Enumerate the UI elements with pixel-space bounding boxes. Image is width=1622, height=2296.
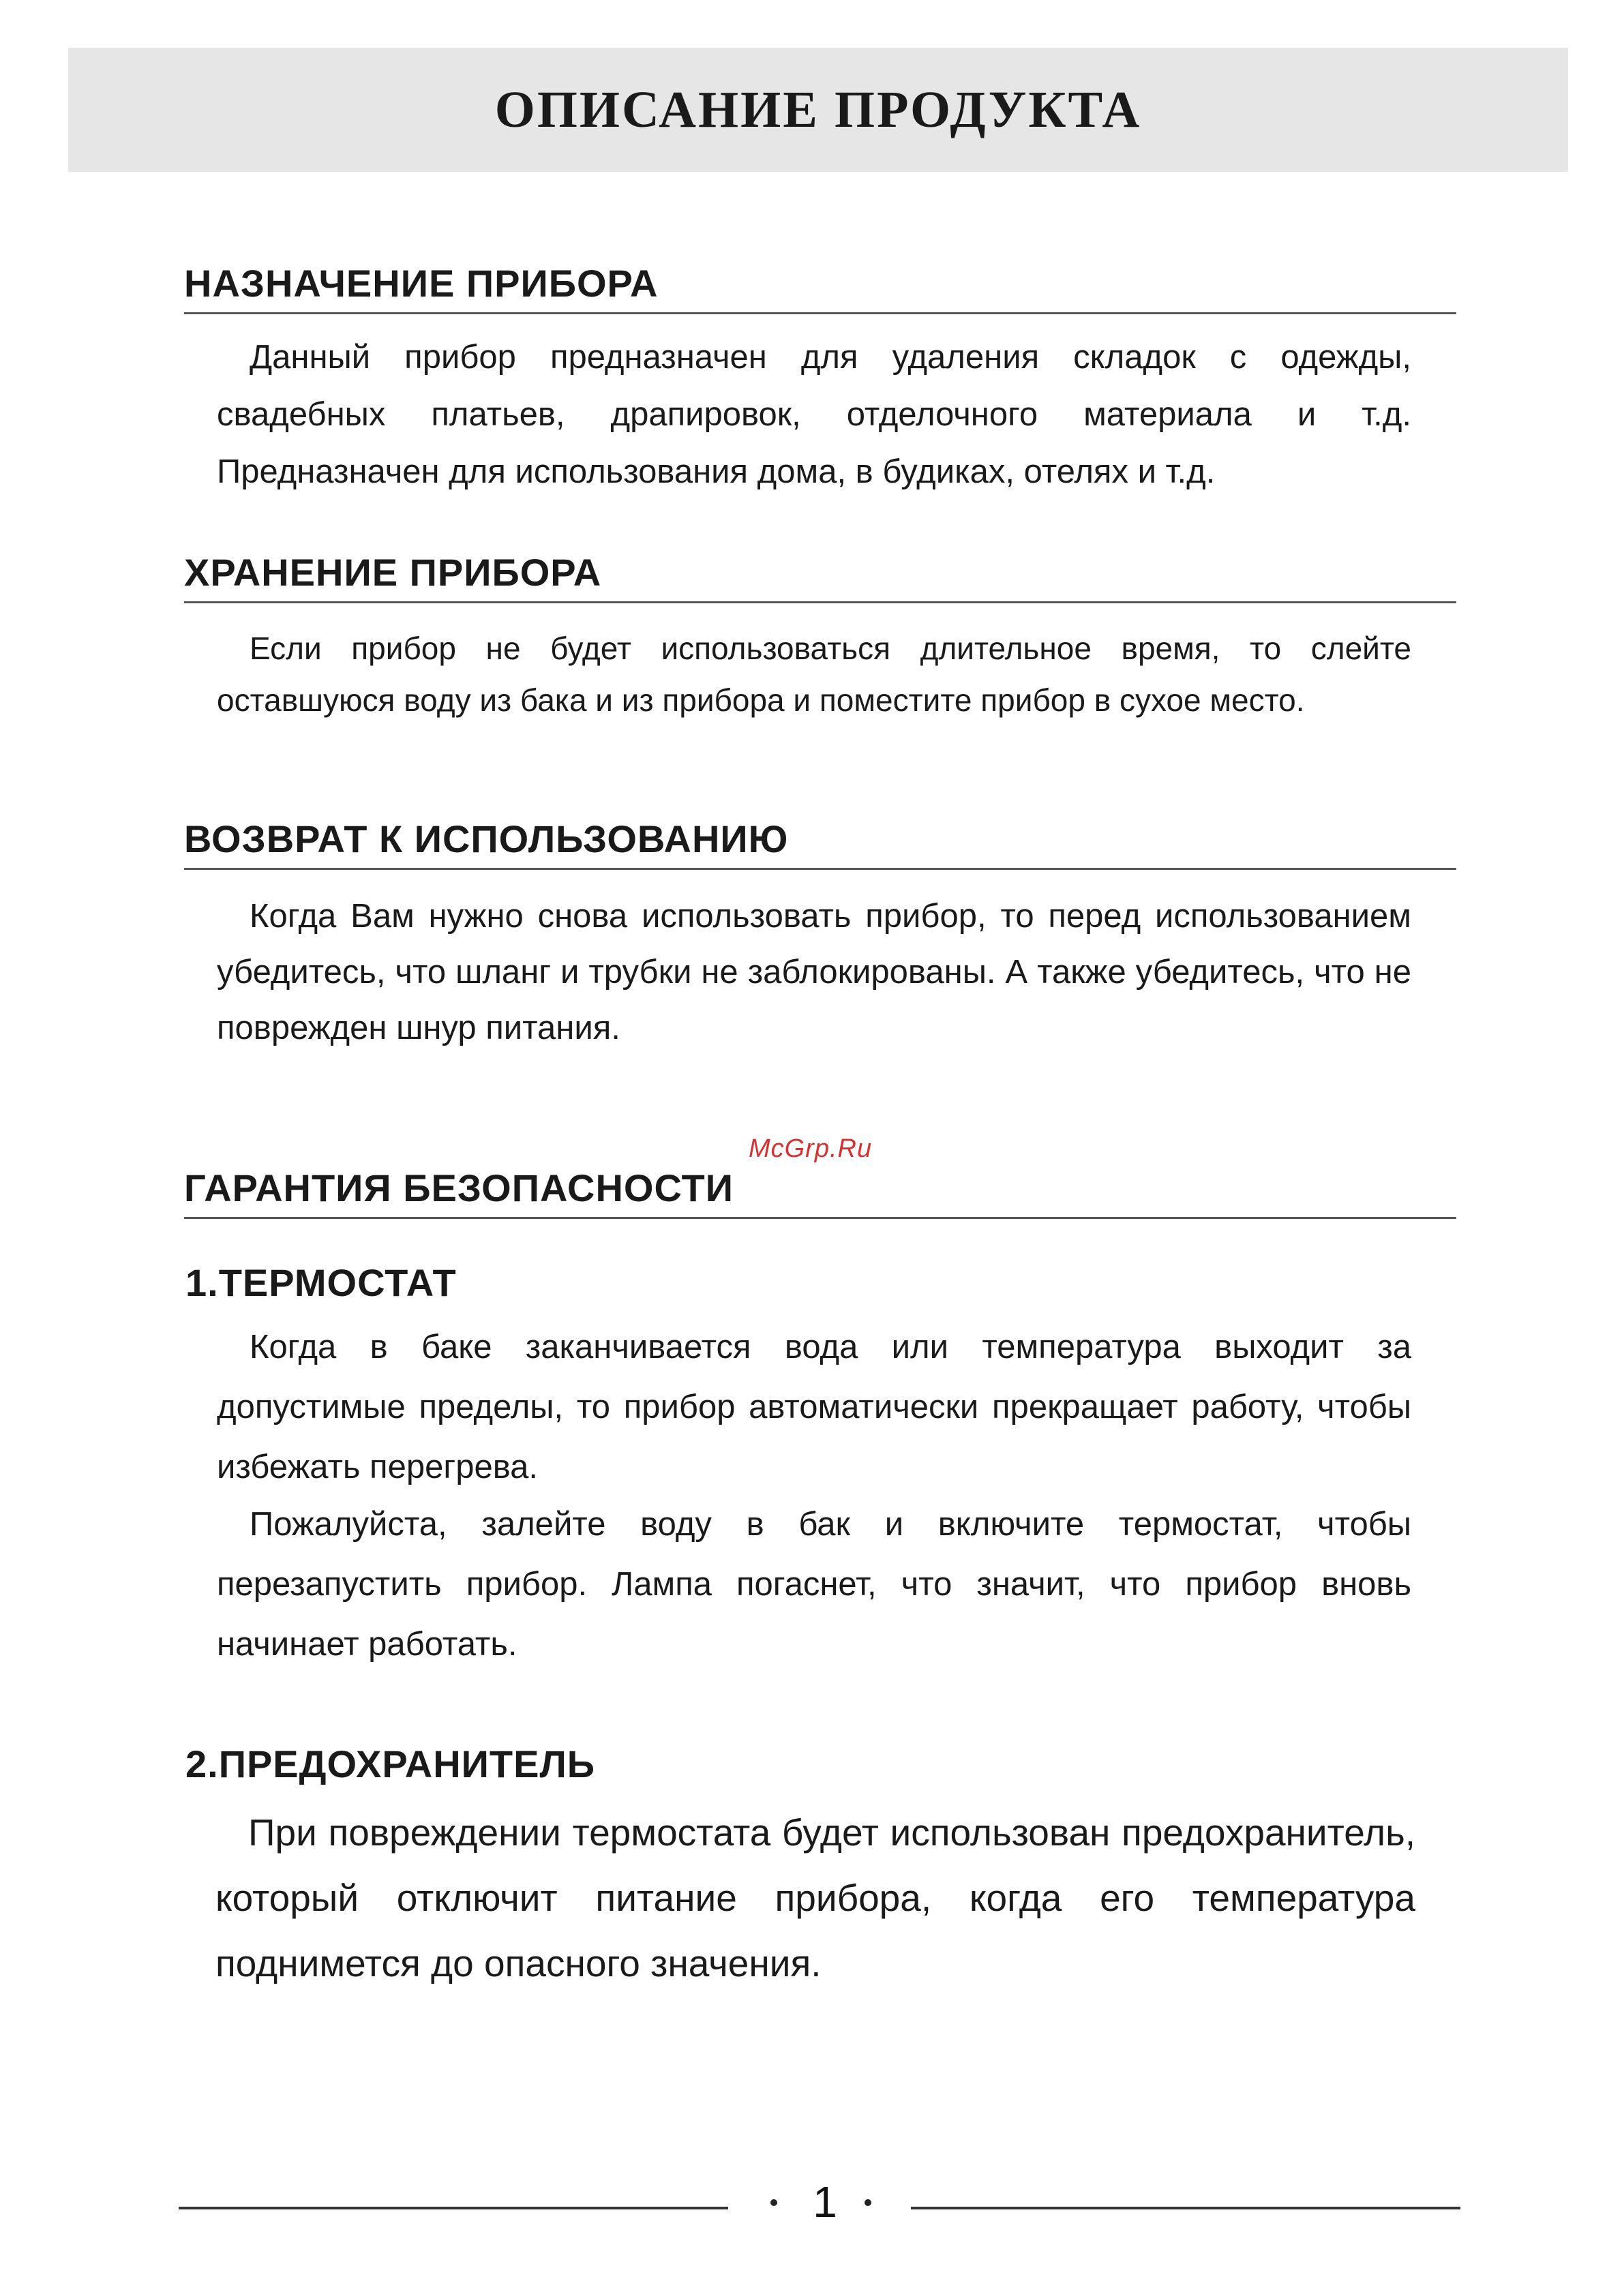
footer-dot-right [865,2199,871,2206]
paragraph-purpose: Данный прибор предназначен для удаления складок с одежды, свадебных платьев, драпировок, отделочного материала и т.д. Предназначен для использования дома, в будиках, отелях и т.д. [217,339,1411,490]
paragraph-fuse: При повреждении термостата будет использован предохранитель, который отключит питание прибора, когда его температура поднимется до опасного значения. [215,1811,1415,1984]
footer-rule-right [911,2207,1460,2209]
heading-return: ВОЗВРАТ К ИСПОЛЬЗОВАНИЮ [184,820,1456,870]
heading-storage: ХРАНЕНИЕ ПРИБОРА [184,554,1456,603]
footer-dot-left [770,2199,777,2206]
page-number: 1 [813,2177,837,2226]
heading-safety: ГАРАНТИЯ БЕЗОПАСНОСТИ [184,1169,1456,1219]
page-title: ОПИСАНИЕ ПРОДУКТА [494,80,1142,138]
heading-purpose: НАЗНАЧЕНИЕ ПРИБОРА [184,265,1456,314]
paragraph-storage: Если прибор не будет использоваться длительное время, то слейте оставшуюся воду из бака и из прибора и поместите прибор в сухое место. [217,631,1411,718]
title-banner [68,48,1568,172]
paragraph-thermostat-2: Пожалуйста, залейте воду в бак и включите термостат, чтобы перезапустить прибор. Лампа погаснет, что значит, что прибор вновь начинает работать. [217,1506,1411,1663]
paragraph-thermostat-1: Когда в баке заканчивается вода или температура выходит за допустимые пределы, то прибор автоматически прекращает работу, чтобы избежать перегрева. [217,1329,1411,1485]
footer-rule-left [179,2207,728,2209]
heading-thermostat: 1.ТЕРМОСТАТ [185,1261,457,1304]
watermark: McGrp.Ru [749,1134,873,1163]
paragraph-return: Когда Вам нужно снова использовать прибор, то перед использованием убедитесь, что шланг и трубки не заблокированы. А также убедитесь, что не поврежден шнур питания. [217,898,1411,1046]
heading-fuse: 2.ПРЕДОХРАНИТЕЛЬ [185,1742,595,1785]
